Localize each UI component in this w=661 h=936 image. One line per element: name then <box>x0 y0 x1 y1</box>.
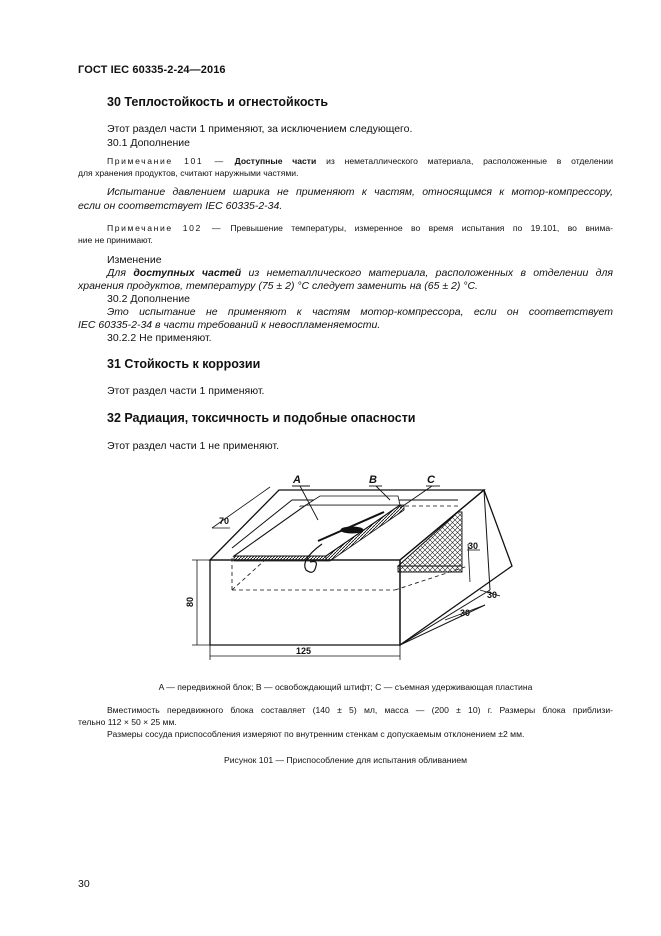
dim-30-right: 30 <box>487 590 498 600</box>
note-101-label: Примечание 101 — <box>107 156 225 166</box>
section-30-intro: Этот раздел части 1 применяют, за исключением следующего. <box>107 123 413 135</box>
label-a: A <box>293 474 301 486</box>
change-line-1-b: из неметаллического материала, расположенных в отделении для <box>248 267 613 279</box>
note-102-text-1: Превышение температуры, измеренное во время испытания по 19.101, во внима- <box>230 223 613 233</box>
section-31-text: Этот раздел части 1 применяют. <box>107 385 265 397</box>
italic-text-2-line-2: IEC 60335-2-34 в части требований к невоспламеняемости. <box>78 319 381 331</box>
document-header: ГОСТ IEC 60335-2-24—2016 <box>78 64 226 76</box>
dim-80: 80 <box>185 596 195 607</box>
figure-desc-line-2: тельно 112 × 50 × 25 мм. <box>78 717 177 727</box>
section-32-text: Этот раздел части 1 не применяют. <box>107 440 279 452</box>
section-31-title: 31 Стойкость к коррозии <box>107 357 261 371</box>
note-102-line-1 <box>107 223 613 235</box>
italic-text-1-line-2: если он соответствует IEC 60335-2-34. <box>78 200 283 212</box>
note-101-line-2: для хранения продуктов, считают наружными частями. <box>78 168 299 178</box>
note-102-line-2: ние не принимают. <box>78 235 153 245</box>
subsection-30-2: 30.2 Дополнение <box>107 293 190 305</box>
figure-caption: Рисунок 101 — Приспособление для испытания обливанием <box>223 755 468 765</box>
change-label: Изменение <box>107 254 162 266</box>
dim-125: 125 <box>296 646 312 656</box>
page-number: 30 <box>78 878 90 890</box>
subsection-30-2-2: 30.2.2 Не применяют. <box>107 332 212 344</box>
section-32-title: 32 Радиация, токсичность и подобные опасности <box>107 411 416 425</box>
change-line-1-a: Для <box>107 267 126 279</box>
figure-desc-line-1: Вместимость передвижного блока составляет (140 ± 5) мл, масса — (200 ± 10) г. Размеры блока приблизи- <box>107 705 613 715</box>
dim-30-bottom: 30 <box>460 608 471 618</box>
figure-legend: A — передвижной блок; B — освобождающий штифт; C — съемная удерживающая пластина <box>158 682 533 692</box>
change-line-2: хранения продуктов, температуру (75 ± 2) °С следует заменить на (65 ± 2) °С. <box>78 280 478 292</box>
note-102-label: Примечание 102 — <box>107 223 223 233</box>
dim-70: 70 <box>219 516 230 526</box>
label-c: C <box>427 474 435 486</box>
note-101-text-1: из неметаллического материала, расположенные в отделении <box>326 156 613 166</box>
figure-101-drawing <box>150 462 530 672</box>
note-101-line-1 <box>107 156 613 168</box>
subsection-30-1: 30.1 Дополнение <box>107 137 190 149</box>
retaining-plate <box>234 496 404 561</box>
dim-30-top: 30 <box>468 541 479 551</box>
label-b: B <box>369 474 377 486</box>
change-line-1 <box>107 267 613 281</box>
section-30-title: 30 Теплостойкость и огнестойкость <box>107 95 329 109</box>
note-101-term: Доступные части <box>234 156 317 166</box>
italic-text-2-line-1: Это испытание не применяют к частям мотор-компрессора, если он соответствует <box>107 306 613 318</box>
figure-desc-line-3: Размеры сосуда приспособления измеряют по внутренним стенкам с допускаемым отклонением ±2 мм. <box>107 729 525 739</box>
change-line-1-term: доступных частей <box>133 267 242 279</box>
sliding-block <box>398 512 462 572</box>
italic-text-1-line-1: Испытание давлением шарика не применяют к частям, относящимся к мотор-компрессору, <box>107 186 613 198</box>
